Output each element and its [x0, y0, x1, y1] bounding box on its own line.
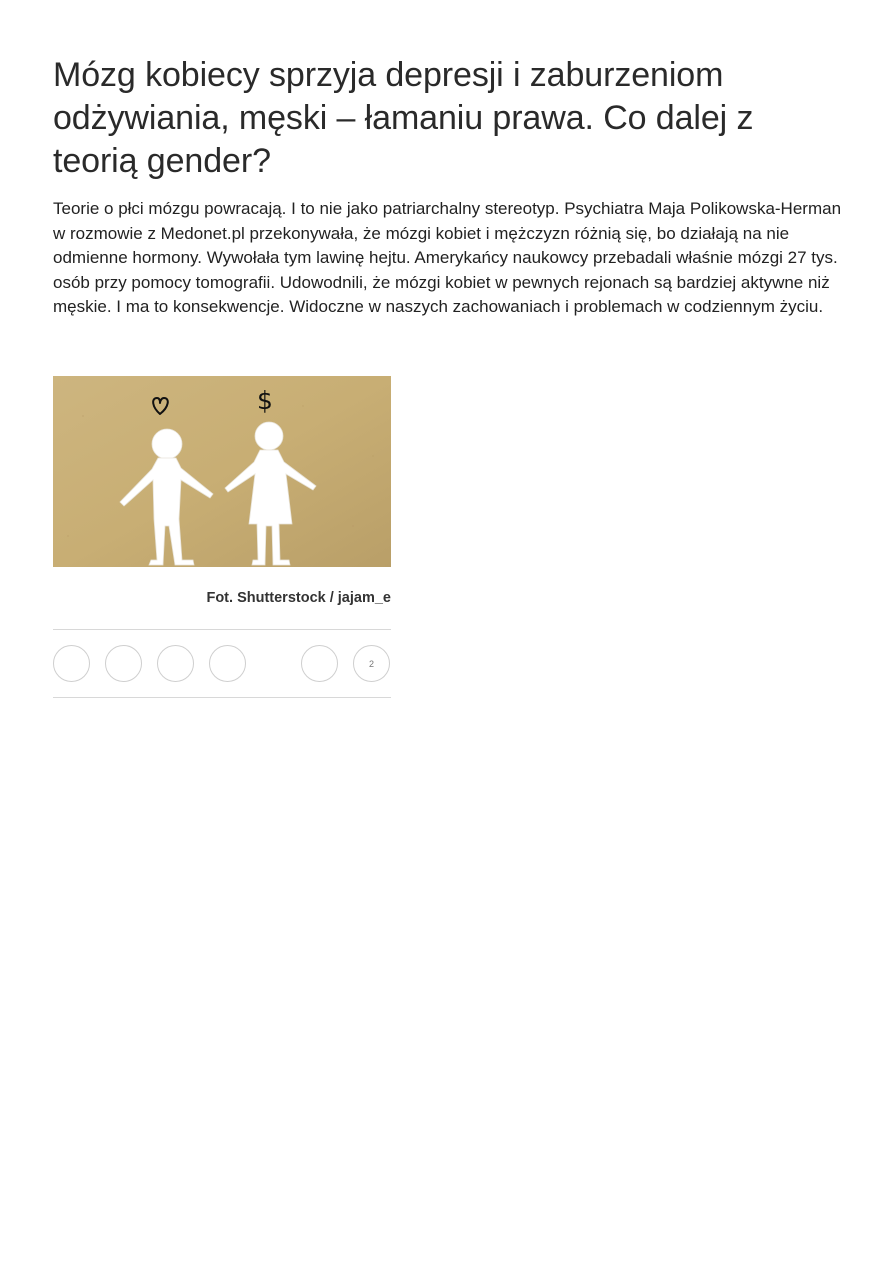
article-headline: Mózg kobiecy sprzyja depresji i zaburzeniom odżywiania, męski – łamaniu prawa. Co dalej z teorią gender? — [53, 56, 754, 180]
share-button-3[interactable] — [157, 645, 194, 682]
article-header — [53, 54, 843, 320]
photo-caption: Fot. Shutterstock / jajam_e — [206, 590, 391, 606]
article-photo[interactable] — [53, 376, 391, 567]
comment-count: 2 — [368, 658, 374, 669]
dollar-icon: $ — [257, 386, 273, 415]
article-figure — [53, 376, 391, 607]
comments-button[interactable] — [353, 645, 390, 682]
bookmark-button[interactable] — [301, 645, 338, 682]
share-bar — [53, 629, 391, 698]
article-lead: Teorie o płci mózgu powracają. I to nie jako patriarchalny stereotyp. Psychiatra Maja Polikowska-Herman w rozmowie z Medonet.pl przekonywała, że mózgi kobiet i mężczyzn różnią się, bo działają na nie odmienne hormony. Wywołała tym lawinę hejtu. Amerykańcy naukowcy przebadali właśnie mózgi 27 tys. osób przy pomocy tomografii. Udowodnili, że mózgi kobiet w pewnych rejonach są bardziej aktywne niż męskie. I ma to konsekwencje. Widoczne w naszych zachowaniach i problemach w codziennym życiu. — [53, 199, 842, 317]
share-button-4[interactable] — [209, 645, 246, 682]
share-button-2[interactable] — [105, 645, 142, 682]
share-button-1[interactable] — [53, 645, 90, 682]
cardboard-background — [53, 376, 391, 567]
